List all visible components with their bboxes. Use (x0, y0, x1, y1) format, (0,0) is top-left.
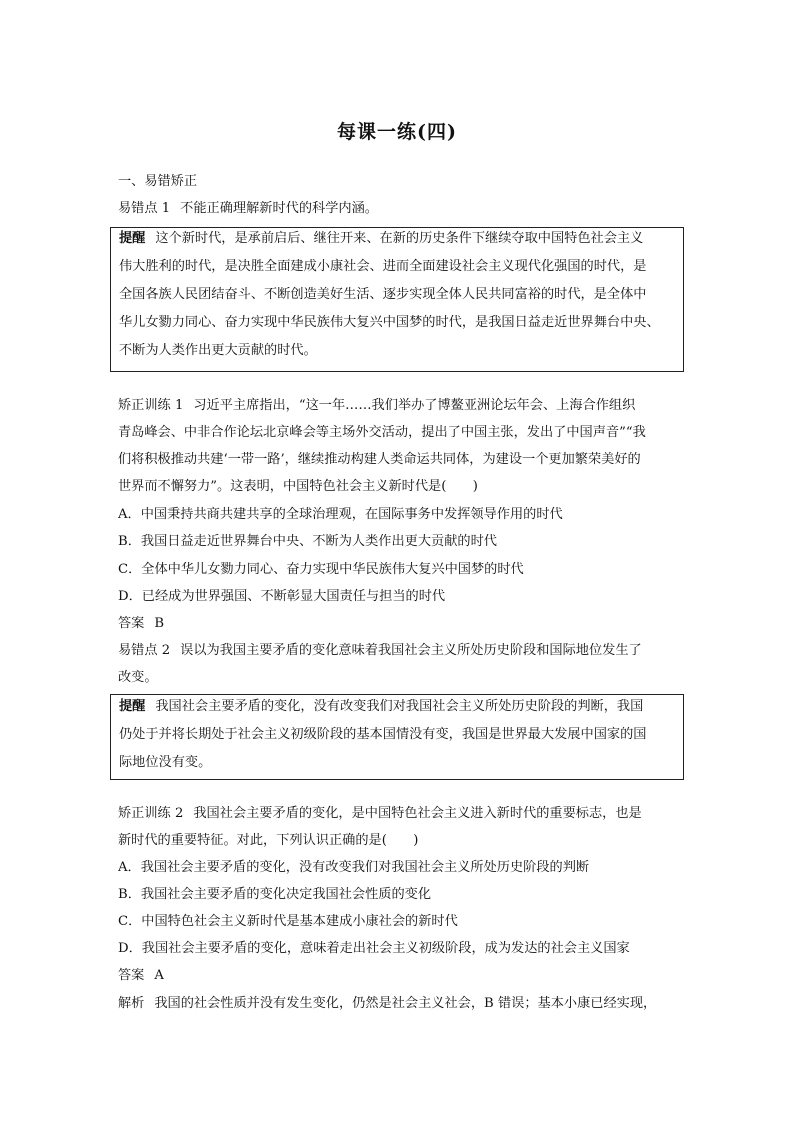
training-1-line: 们将积极推动共建‘一带一路’，继续推动构建人类命运共同体，为建设一个更加繁荣美好的 (118, 452, 641, 467)
option-d: D．已经成为世界强国、不断彰显大国责任与担当的时代 (118, 589, 446, 604)
option-c: C．中国特色社会主义新时代是基本建成小康社会的新时代 (118, 914, 458, 929)
tip-line: 提醒 这个新时代，是承前启后、继往开来、在新的历史条件下继续夺取中国特色社会主义 (119, 231, 644, 246)
tip-line: 仍处于并将长期处于社会主义初级阶段的基本国情没有变，我国是世界最大发展中国家的国 (119, 727, 647, 742)
tip-line: 不断为人类作出更大贡献的时代。 (119, 343, 317, 358)
tip-line: 华儿女勠力同心、奋力实现中华民族伟大复兴中国梦的时代，是我国日益走近世界舞台中央、 (119, 315, 660, 330)
tip-box-2 (110, 694, 684, 780)
training-1-line: 青岛峰会、中非合作论坛北京峰会等主场外交活动，提出了中国主张，发出了中国声音”“我 (118, 425, 646, 440)
analysis-2 (118, 995, 684, 1013)
answer-label: 答案 (118, 616, 145, 631)
section-heading: 一、易错矫正 (118, 174, 198, 189)
analysis-label: 解析 (118, 996, 145, 1011)
tip-line: 提醒 我国社会主要矛盾的变化，没有改变我们对我国社会主义所处历史阶段的判断，我国 (119, 699, 644, 714)
answer-value: B (154, 616, 165, 631)
tip-lead: 提醒 (119, 699, 146, 714)
option-d: D．我国社会主要矛盾的变化，意味着走出社会主义初级阶段，成为发达的社会主义国家 (118, 941, 630, 956)
answer-1 (118, 615, 684, 633)
option-b: B．我国日益走近世界舞台中央、不断为人类作出更大贡献的时代 (118, 534, 497, 549)
analysis-text: 我国的社会性质并没有发生变化，仍然是社会主义社会，B 错误；基本小康已经实现， (154, 996, 657, 1011)
option-c: C．全体中华儿女勠力同心、奋力实现中华民族伟大复兴中国梦的时代 (118, 562, 524, 577)
answer-2 (118, 967, 684, 985)
error-point-1 (118, 200, 684, 218)
answer-label: 答案 (118, 968, 145, 983)
training-label: 矫正训练 2 (118, 806, 184, 821)
error-point-label: 易错点 2 (118, 643, 171, 658)
training-2-line: 新时代的重要特征。对此，下列认识正确的是( ) (118, 833, 419, 848)
tip-lead: 提醒 (119, 231, 146, 246)
option-a: A．我国社会主要矛盾的变化，没有改变我们对我国社会主义所处历史阶段的判断 (118, 860, 590, 875)
option-b: B．我国社会主要矛盾的变化决定我国社会性质的变化 (118, 887, 432, 902)
training-label: 矫正训练 1 (118, 398, 184, 413)
error-point-label: 易错点 1 (118, 201, 171, 216)
tip-box-1 (110, 227, 684, 372)
option-a: A．中国秉持共商共建共享的全球治理观，在国际事务中发挥领导作用的时代 (118, 507, 563, 522)
tip-line: 全国各族人民团结奋斗、不断创造美好生活、逐步实现全体人民共同富裕的时代，是全体中 (119, 287, 647, 302)
tip-line: 伟大胜利的时代，是决胜全面建成小康社会、进而全面建设社会主义现代化强国的时代，是 (119, 259, 647, 274)
training-1-line: 世界而不懈努力”。这表明，中国特色社会主义新时代是( ) (118, 479, 478, 494)
error-point-2-line: 改变。 (118, 670, 158, 685)
tip-line: 际地位没有变。 (119, 755, 212, 770)
training-1-stem: 矫正训练 1 习近平主席指出，“这一年……我们举办了博鳌亚洲论坛年会、上海合作组织 (118, 398, 636, 413)
error-point-text: 不能正确理解新时代的科学内涵。 (180, 201, 378, 216)
error-point-2: 易错点 2 误以为我国主要矛盾的变化意味着我国社会主义所处历史阶段和国际地位发生了 (118, 643, 642, 658)
answer-value: A (154, 968, 164, 983)
page-title: 每课一练(四) (337, 121, 457, 143)
training-2-stem: 矫正训练 2 我国社会主要矛盾的变化，是中国特色社会主义进入新时代的重要标志，也是 (118, 806, 642, 821)
